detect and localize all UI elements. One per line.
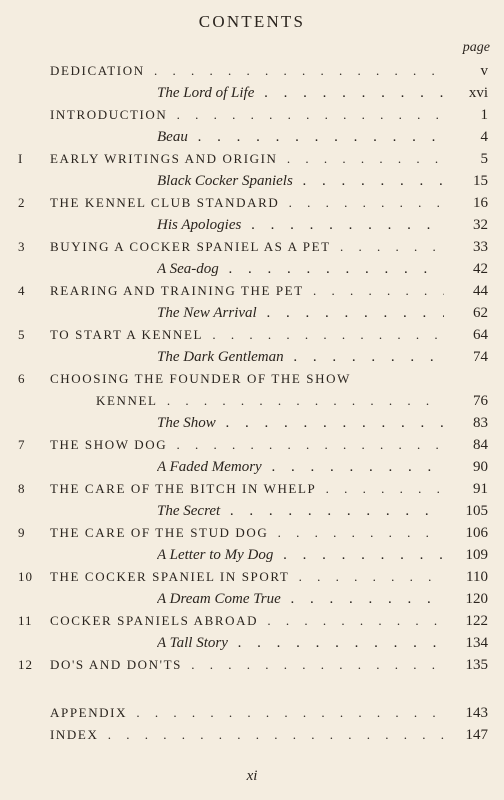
page-number: 134 — [465, 635, 488, 651]
page-number: v — [480, 63, 488, 79]
chapter-title: EARLY WRITINGS AND ORIGIN . . — [50, 148, 444, 170]
page-number: 33 — [473, 239, 488, 255]
page-number: 91 — [473, 481, 488, 497]
toc-entry — [0, 324, 504, 346]
chapter-title: DO'S AND DON'TS . . — [50, 654, 444, 676]
page-number: 105 — [465, 503, 488, 519]
page-number: 16 — [473, 195, 488, 211]
toc-entry — [0, 258, 504, 280]
story-title: The Lord of Life . . — [157, 82, 444, 104]
chapter-title: THE KENNEL CLUB STANDARD . . — [50, 192, 444, 214]
page-number: 15 — [473, 173, 488, 189]
story-title: A Dream Come True . . — [157, 588, 444, 610]
chapter-title: TO START A KENNEL . . — [50, 324, 444, 346]
toc-entry — [0, 500, 504, 522]
toc-entry — [0, 478, 504, 500]
toc-entry — [0, 702, 504, 724]
toc-entry — [0, 412, 504, 434]
page-number: 83 — [473, 415, 488, 431]
page-number: 143 — [465, 705, 488, 721]
chapter-number: 7 — [18, 437, 26, 452]
page-number: 76 — [473, 393, 488, 409]
toc-entry — [0, 456, 504, 478]
story-title: Black Cocker Spaniels . . — [157, 170, 444, 192]
chapter-title: COCKER SPANIELS ABROAD . . — [50, 610, 444, 632]
toc-entry — [0, 346, 504, 368]
chapter-title: THE SHOW DOG . . — [50, 434, 444, 456]
toc-entry — [0, 368, 504, 390]
toc-entry — [0, 434, 504, 456]
toc-entry — [0, 280, 504, 302]
page-number: 135 — [465, 657, 488, 673]
page-title: CONTENTS — [198, 12, 306, 31]
toc-entry — [0, 192, 504, 214]
chapter-title-continued: KENNEL . . — [96, 390, 444, 412]
story-title: His Apologies . . — [157, 214, 444, 236]
page-number: 62 — [473, 305, 488, 321]
toc-entry — [0, 214, 504, 236]
chapter-number: 11 — [18, 613, 33, 628]
chapter-title: INDEX . . — [50, 724, 444, 746]
toc-entry — [0, 724, 504, 746]
toc-entry — [0, 236, 504, 258]
chapter-number: 2 — [18, 195, 26, 210]
page-number: 90 — [473, 459, 488, 475]
page-number: xvi — [468, 85, 488, 101]
page-folio: xi — [246, 768, 258, 784]
page-number: 147 — [465, 727, 488, 743]
chapter-number: 3 — [18, 239, 26, 254]
toc-entry — [0, 126, 504, 148]
page-number: 110 — [466, 569, 488, 585]
toc-entry — [0, 610, 504, 632]
chapter-title: APPENDIX . . — [50, 702, 444, 724]
chapter-number: 6 — [18, 371, 26, 386]
page-number: 106 — [465, 525, 488, 541]
chapter-title: THE CARE OF THE STUD DOG . . — [50, 522, 444, 544]
page-column-label: page — [462, 40, 490, 55]
chapter-number: 8 — [18, 481, 26, 496]
story-title: The Dark Gentleman . . — [157, 346, 444, 368]
toc-entry — [0, 654, 504, 676]
toc-entry — [0, 544, 504, 566]
page-number: 64 — [473, 327, 488, 343]
page-number: 32 — [473, 217, 488, 233]
story-title: Beau . . — [157, 126, 444, 148]
toc-entry — [0, 566, 504, 588]
toc-entry — [0, 588, 504, 610]
chapter-number: 5 — [18, 327, 26, 342]
chapter-number: 9 — [18, 525, 26, 540]
story-title: A Letter to My Dog . . — [157, 544, 444, 566]
chapter-title: INTRODUCTION . . — [50, 104, 444, 126]
chapter-number: I — [18, 151, 24, 166]
page-number: 120 — [465, 591, 488, 607]
page-number: 84 — [473, 437, 488, 453]
toc-entry — [0, 60, 504, 82]
chapter-title: REARING AND TRAINING THE PET . . — [50, 280, 444, 302]
chapter-number: 4 — [18, 283, 26, 298]
page-number: 1 — [480, 107, 488, 123]
chapter-title: BUYING A COCKER SPANIEL AS A PET . . — [50, 236, 444, 258]
story-title: The Secret . . — [157, 500, 444, 522]
toc-entry — [0, 104, 504, 126]
page-number: 74 — [473, 349, 488, 365]
toc-entry — [0, 390, 504, 412]
toc-entry — [0, 302, 504, 324]
page-number: 44 — [473, 283, 488, 299]
toc-entry — [0, 632, 504, 654]
chapter-number: 12 — [18, 657, 33, 672]
story-title: The Show . . — [157, 412, 444, 434]
story-title: The New Arrival . . — [157, 302, 444, 324]
page-number: 109 — [465, 547, 488, 563]
toc-entry — [0, 170, 504, 192]
chapter-title: CHOOSING THE FOUNDER OF THE SHOW — [50, 371, 351, 386]
toc-entry — [0, 148, 504, 170]
story-title: A Sea-dog . . — [157, 258, 444, 280]
chapter-number: 10 — [18, 569, 33, 584]
chapter-title: DEDICATION . . — [50, 60, 444, 82]
toc-entry — [0, 522, 504, 544]
chapter-title: THE COCKER SPANIEL IN SPORT . . — [50, 566, 444, 588]
toc-entry — [0, 82, 504, 104]
page-number: 5 — [480, 151, 488, 167]
page-number: 42 — [473, 261, 488, 277]
page-number: 122 — [465, 613, 488, 629]
story-title: A Tall Story . . — [157, 632, 444, 654]
story-title: A Faded Memory . . — [157, 456, 444, 478]
chapter-title: THE CARE OF THE BITCH IN WHELP . . — [50, 478, 444, 500]
page-number: 4 — [480, 129, 488, 145]
